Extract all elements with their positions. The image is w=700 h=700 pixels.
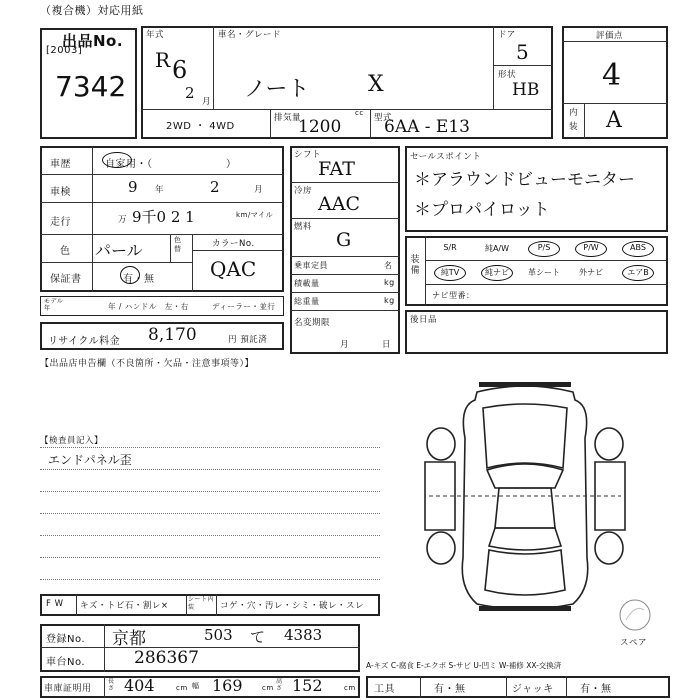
equipment-option-row1-3: P/W xyxy=(583,243,599,252)
color-no-value: QAC xyxy=(210,257,257,281)
inspection-year-unit: 年 xyxy=(155,185,165,195)
car-hood xyxy=(483,404,567,468)
fuel-value: G xyxy=(336,229,352,251)
color-value: パール xyxy=(95,241,143,260)
warranty-value: 有・無 xyxy=(123,274,155,285)
handle-label: 年 / ハンドル 左・右 xyxy=(108,302,189,311)
year-label: 年式 xyxy=(146,30,165,40)
capacity-unit: 名 xyxy=(384,261,393,270)
lot-label: 出品No. xyxy=(62,32,124,50)
history-value: 自家用・（ ） xyxy=(105,159,237,170)
reg-kana: て xyxy=(250,628,266,646)
sales-point-label: セールスポイント xyxy=(410,152,482,162)
lot-number: 7342 xyxy=(55,70,127,103)
jack-label: ジャッキ xyxy=(512,684,554,695)
damage-code-legend: A-キズ C-腐食 E-エクボ S-サビ U-凹ミ W-補修 XX-交換済 xyxy=(366,661,562,670)
vehicle-grade: X xyxy=(368,72,384,97)
shape-label: 形状 xyxy=(498,70,517,80)
car-roof-outline xyxy=(495,488,555,528)
dealer-label: ディーラー・並行 xyxy=(212,302,276,311)
color-change-label: 色替 xyxy=(174,236,182,253)
rear-left-wheel xyxy=(427,532,455,564)
rear-bumper xyxy=(479,606,571,611)
rename-day: 日 xyxy=(382,340,392,350)
after-sale-label: 後日品 xyxy=(410,315,438,325)
inspector-notes-label: 【検査員記入】 xyxy=(40,436,104,446)
mileage-prefix: 万 xyxy=(118,215,128,225)
front-left-wheel xyxy=(427,428,455,460)
drive-label: 2WD ・ 4WD xyxy=(166,121,235,132)
car-trunk xyxy=(485,550,565,595)
sales-point-2: ＊プロパイロット xyxy=(414,200,550,220)
seat-label: シート内装 xyxy=(188,596,215,611)
model-label: 型式 xyxy=(374,113,393,123)
weight-label: 総重量 xyxy=(294,297,320,306)
score-value: 4 xyxy=(602,58,622,93)
model-value: 6AA - E13 xyxy=(384,117,470,137)
equipment-option-row1-4: ABS xyxy=(630,243,646,252)
mileage-unit: km/マイル xyxy=(236,211,274,219)
front-right-wheel xyxy=(595,428,623,460)
rename-label: 名変期限 xyxy=(294,318,331,328)
seat-value: コゲ・穴・汚レ・シミ・破レ・スレ xyxy=(220,601,365,611)
car-windshield xyxy=(487,464,563,488)
mileage-label: 走行 xyxy=(50,217,71,228)
car-rear-window xyxy=(489,528,561,550)
car-damage-diagram xyxy=(415,378,635,618)
navi-type-label: ナビ型番： xyxy=(432,291,475,300)
recycle-value: 8,170 xyxy=(148,325,197,345)
height-value: 152 xyxy=(292,676,323,695)
rear-right-wheel xyxy=(595,532,623,564)
shift-value: FAT xyxy=(318,158,355,180)
recycle-unit: 円 預託済 xyxy=(228,335,268,345)
equipment-option-row2-4: エアB xyxy=(627,268,649,277)
shape-value: HB xyxy=(512,80,540,100)
equipment-option-row1-0: S/R xyxy=(443,243,457,252)
displacement-unit: cc xyxy=(355,109,364,117)
length-value: 404 xyxy=(124,676,155,695)
reg-number: 4383 xyxy=(284,626,323,644)
year-era: R xyxy=(155,48,171,72)
weight-unit: kg xyxy=(384,296,395,305)
mileage-value: 9千0 2 1 xyxy=(132,208,195,226)
reg-class: 503 xyxy=(204,626,233,644)
length-label: 長さ xyxy=(108,678,115,692)
interior-label-1: 内 xyxy=(569,108,579,118)
year-value: 6 xyxy=(172,56,188,84)
displacement-value: 1200 xyxy=(298,117,342,137)
equipment-option-row1-1: 純A/W xyxy=(484,244,510,253)
equipment-option-row2-0: 純TV xyxy=(440,268,460,277)
vehicle-name: ノート xyxy=(244,77,310,102)
rename-month: 月 xyxy=(340,340,350,350)
inspection-month-unit: 月 xyxy=(254,185,264,195)
inspection-year: 9 xyxy=(128,178,138,196)
ac-label: 冷房 xyxy=(294,186,313,196)
equipment-option-row2-2: 革シート xyxy=(528,268,560,277)
front-bumper xyxy=(479,382,571,387)
fw-value: キズ・トビ石・割レ× xyxy=(80,601,169,611)
month-value: 2 xyxy=(185,84,195,102)
color-label: 色 xyxy=(60,246,71,257)
chassis-number: 286367 xyxy=(134,648,199,668)
spare-label: スペア xyxy=(620,638,648,648)
equipment-option-row1-2: P/S xyxy=(537,243,551,252)
interior-value: A xyxy=(606,108,622,133)
tools-value: 有・無 xyxy=(434,684,466,695)
reg-area: 京都 xyxy=(112,629,146,649)
displacement-label: 排気量 xyxy=(274,113,302,123)
length-unit: cm xyxy=(176,684,188,692)
ac-value: AAC xyxy=(318,193,360,215)
tools-label: 工具 xyxy=(374,684,395,695)
shift-label: シフト xyxy=(294,150,322,160)
reg-label: 登録No. xyxy=(46,634,86,645)
equipment-label: 装備 xyxy=(410,255,420,276)
fw-label: F W xyxy=(46,599,64,609)
dimensions-label: 車庫証明用 xyxy=(44,684,92,694)
doors-label: ドア xyxy=(498,30,516,40)
interior-label-2: 装 xyxy=(569,122,579,132)
model-year-label: モデル年 xyxy=(44,298,64,312)
jack-value: 有・無 xyxy=(580,684,612,695)
history-label: 車歴 xyxy=(50,159,71,170)
score-label: 評価点 xyxy=(596,31,624,41)
width-unit: cm xyxy=(262,684,274,692)
vehicle-name-label: 車名・グレード xyxy=(218,30,282,40)
car-body-outline xyxy=(462,386,587,609)
month-unit: 月 xyxy=(202,97,212,107)
reporter-notes-label: 【出品店申告欄（不良箇所・欠品・注意事項等）】 xyxy=(40,359,255,369)
inspection-month: 2 xyxy=(210,178,220,196)
height-label: 高さ xyxy=(276,678,283,692)
recycle-label: リサイクル料金 xyxy=(48,336,121,347)
inspection-label: 車検 xyxy=(50,187,71,198)
chassis-label: 車台No. xyxy=(46,657,86,668)
capacity-label: 乗車定員 xyxy=(294,261,328,270)
after-sale-box xyxy=(405,310,668,354)
equipment-option-row2-3: 外ナビ xyxy=(579,268,603,277)
load-unit: kg xyxy=(384,278,395,287)
width-label: 幅 xyxy=(192,682,200,690)
width-value: 169 xyxy=(212,676,243,695)
height-unit: cm xyxy=(344,684,356,692)
fuel-label: 燃料 xyxy=(294,222,313,232)
form-title: （複合機）対応用紙 xyxy=(40,4,144,17)
inspector-note: エンドパネル歪 xyxy=(48,453,132,467)
doors-value: 5 xyxy=(516,40,529,64)
load-label: 積載量 xyxy=(294,279,320,288)
auction-prefix: [2003] xyxy=(46,45,83,56)
sales-point-1: ＊アラウンドビューモニター xyxy=(414,170,635,190)
warranty-label: 保証書 xyxy=(50,274,82,285)
spare-tire-icon xyxy=(618,598,652,632)
color-no-label: カラーNo. xyxy=(212,239,255,249)
equipment-option-row2-1: 純ナビ xyxy=(485,268,509,277)
